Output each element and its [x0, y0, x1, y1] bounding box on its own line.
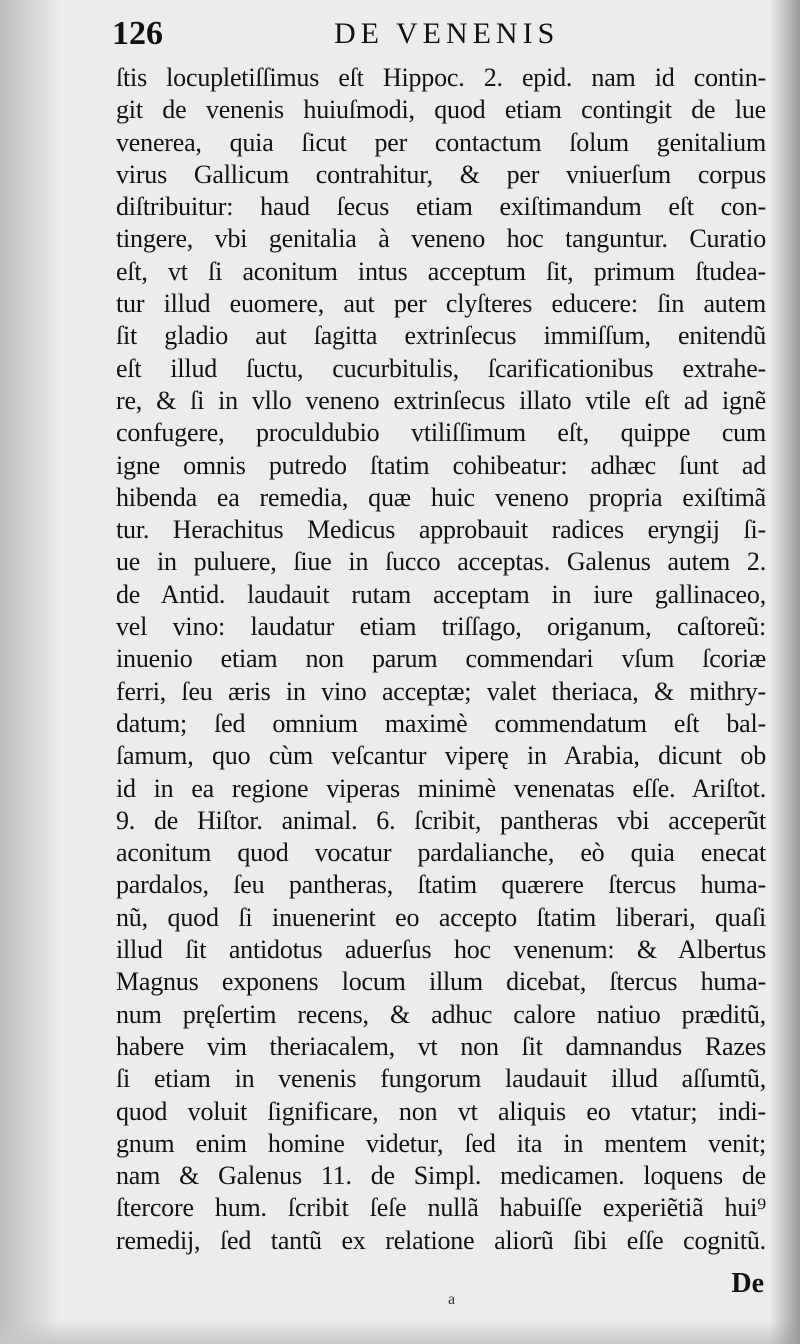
- text-line: tur illud euomere, aut per clyſteres educere: ſin autem: [116, 289, 766, 319]
- page-edge-shadow: [0, 1320, 800, 1344]
- text-line: habere vim theriacalem, vt non ſit damnandus Razes: [116, 1031, 766, 1061]
- text-line: 9. de Hiſtor. animal. 6. ſcribit, pantheras vbi acceperũt: [116, 805, 766, 835]
- text-line: re, & ſi in vllo veneno extrinſecus illato vtile eſt ad ignẽ: [116, 385, 766, 415]
- text-line: illud ſit antidotus aduerſus hoc venenum: & Albertus: [116, 935, 766, 965]
- text-line: ferri, ſeu æris in vino acceptæ; valet theriaca, & mithry-: [116, 676, 766, 706]
- text-line: git de venenis huiuſmodi, quod etiam contingit de lue: [116, 95, 766, 125]
- text-line: ſamum, quo cùm veſcantur viperę in Arabia, dicunt ob: [116, 741, 766, 771]
- text-line: pardalos, ſeu pantheras, ſtatim quærere ſtercus huma-: [116, 870, 766, 900]
- text-line: remedij, ſed tantũ ex relatione aliorũ ſibi eſſe cognitũ.: [116, 1225, 766, 1255]
- text-line: hibenda ea remedia, quæ huic veneno propria exiſtimã: [116, 482, 766, 512]
- running-head: DE VENENIS: [334, 17, 560, 50]
- text-line: Magnus exponens locum illum dicebat, ſtercus huma-: [116, 967, 766, 997]
- text-line: de Antid. laudauit rutam acceptam in iure gallinaceo,: [116, 579, 766, 609]
- catchword: De: [731, 1268, 764, 1299]
- text-line: confugere, proculdubio vtiliſſimum eſt, quippe cum: [116, 418, 766, 448]
- text-line: inuenio etiam non parum commendari vſum ſcoriæ: [116, 644, 766, 674]
- text-line: eſt illud ſuctu, cucurbitulis, ſcarificationibus extrahe-: [116, 353, 766, 383]
- text-line: aconitum quod vocatur pardalianche, eò quia enecat: [116, 838, 766, 868]
- text-line: ſtis locupletiſſimus eſt Hippoc. 2. epid. nam id contin-: [116, 63, 766, 92]
- text-line: nam & Galenus 11. de Simpl. medicamen. loquens de: [116, 1161, 766, 1191]
- text-line: ſi etiam in venenis fungorum laudauit illud aſſumtũ,: [116, 1064, 766, 1094]
- text-line: virus Gallicum contrahitur, & per vniuerſum corpus: [116, 159, 766, 189]
- text-line: diſtribuitur: haud ſecus etiam exiſtimandum eſt con-: [116, 192, 766, 222]
- text-line: ſit gladio aut ſagitta extrinſecus immiſſum, enitendũ: [116, 321, 766, 351]
- text-line: quod voluit ſignificare, non vt aliquis eo vtatur; indi-: [116, 1096, 766, 1126]
- page-number: 126: [112, 15, 163, 52]
- text-line: ſtercore hum. ſcribit ſeſe nullã habuiſſe experiẽtiã hui⁹: [116, 1193, 766, 1223]
- text-line: venerea, quia ſicut per contactum ſolum genitalium: [116, 127, 766, 157]
- page-header: [112, 14, 772, 54]
- text-line: tur. Herachitus Medicus approbauit radices eryngij ſi-: [116, 515, 766, 545]
- body-text: [116, 62, 766, 1257]
- text-line: datum; ſed omnium maximè commendatum eſt bal-: [116, 708, 766, 738]
- text-line: tingere, vbi genitalia à veneno hoc tanguntur. Curatio: [116, 224, 766, 254]
- text-line: ue in puluere, ſiue in ſucco acceptas. Galenus autem 2.: [116, 547, 766, 577]
- signature-mark: a: [448, 1291, 456, 1308]
- text-line: vel vino: laudatur etiam triſſago, origanum, caſtoreũ:: [116, 612, 766, 642]
- text-line: id in ea regione viperas minimè venenatas eſſe. Ariſtot.: [116, 773, 766, 803]
- text-line: gnum enim homine videtur, ſed ita in mentem venit;: [116, 1128, 766, 1158]
- text-line: num pręſertim recens, & adhuc calore natiuo præditũ,: [116, 999, 766, 1029]
- text-line: eſt, vt ſi aconitum intus acceptum ſit, primum ſtudea-: [116, 256, 766, 286]
- text-line: nũ, quod ſi inuenerint eo accepto ſtatim liberari, quaſi: [116, 902, 766, 932]
- text-line: igne omnis putredo ſtatim cohibeatur: adhæc ſunt ad: [116, 450, 766, 480]
